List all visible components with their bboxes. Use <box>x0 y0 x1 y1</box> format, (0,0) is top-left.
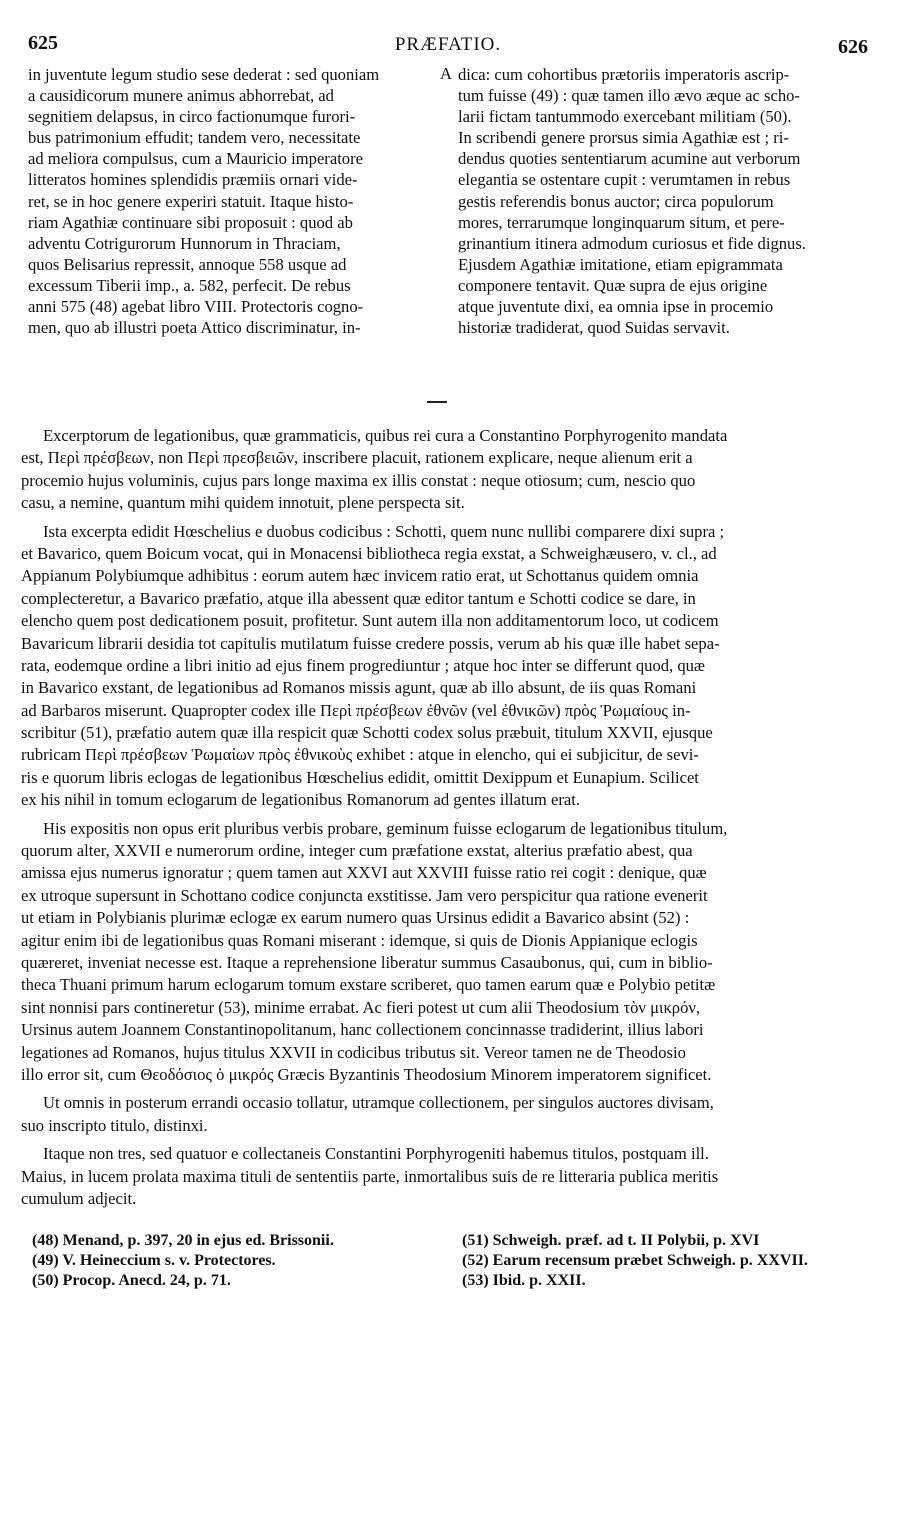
footnote: (53) Ibid. p. XXII. <box>462 1272 586 1289</box>
page-number-right: 626 <box>838 36 868 58</box>
page-number-left: 625 <box>28 32 58 54</box>
footnote: (50) Procop. Anecd. 24, p. 71. <box>32 1272 231 1289</box>
text-line: rata, eodemque ordine a libri initio ad ejus finem progrediuntur ; atque hoc inter se differunt quod, quæ <box>21 655 705 675</box>
footnote: (48) Menand, p. 397, 20 in ejus ed. Brissonii. <box>32 1232 334 1249</box>
text-line: a causidicorum munere animus abhorrebat, ad <box>28 86 334 106</box>
text-line: legationes ad Romanos, hujus titulus XXVII in codicibus tributus sit. Vereor tamen ne de Theodosio <box>21 1042 686 1062</box>
text-line: historiæ tradiderat, quod Suidas servavit. <box>458 318 730 338</box>
text-line: Itaque non tres, sed quatuor e collectaneis Constantini Porphyrogeniti habemus titulos, postquam ill. <box>43 1144 709 1164</box>
text-line: excessum Tiberii imp., a. 582, perfecit. De rebus <box>28 275 351 295</box>
text-line: quos Belisarius repressit, annoque 558 usque ad <box>28 254 347 274</box>
paragraph <box>21 1092 861 1137</box>
text-line: ex utroque supersunt in Schottano codice conjuncta exstitisse. Jam vero perspicitur qua ratione evenerit <box>21 885 708 905</box>
paragraph <box>21 818 861 1087</box>
text-line: elencho quem post dedicationem posuit, profitetur. Sunt autem illa non additamentorum loco, ut codicem <box>21 611 719 631</box>
text-line: Ut omnis in posterum errandi occasio tollatur, utramque collectionem, per singulos auctores divisam, <box>43 1093 714 1113</box>
text-line: ris e quorum libris eclogas de legationibus Hœschelius edidit, omittit Dexippum et Eunapium. Scilicet <box>21 767 699 787</box>
text-line: ut etiam in Polybianis plurimæ eclogæ ex earum numero quas Ursinus edidit a Bavarico absint (52) : <box>21 908 690 928</box>
text-line: suo inscripto titulo, distinxi. <box>21 1115 208 1135</box>
text-line: in Bavarico exstant, de legationibus ad Romanos missis agunt, quæ ab illo absunt, de iis quas Romani <box>21 678 697 698</box>
text-line: His expositis non opus erit pluribus verbis probare, geminum fuisse eclogarum de legationibus titulum, <box>43 818 728 838</box>
text-line: scribitur (51), præfatio autem quæ illa respicit quæ Schotti codex solus præbuit, titulum XXVII, ejusque <box>21 723 713 743</box>
text-line: tum fuisse (49) : quæ tamen illo ævo æque ac scho- <box>458 86 800 106</box>
text-line: Ursinus autem Joannem Constantinopolitanum, hanc collectionem concinnasse tradiderint, illius labori <box>21 1020 704 1040</box>
text-line: procemio hujus voluminis, cujus pars longe maxima ex illis constat : neque otiosum; cum, nescio quo <box>21 470 696 490</box>
page-header <box>28 32 868 62</box>
text-line: sint nonnisi pars contineretur (53), minime errabat. Ac fieri potest ut cum alii Theodosium τὸν μικρόν, <box>21 997 701 1017</box>
text-line: Maius, in lucem prolata maxima tituli de sententiis parte, inmortalibus suis de re litteraria publica meritis <box>21 1166 719 1186</box>
footnote: (52) Earum recensum præbet Schweigh. p. XXVII. <box>462 1252 808 1269</box>
text-line: Ejusdem Agathiæ imitatione, etiam epigrammata <box>458 254 783 274</box>
text-line: atque juventute dixi, ea omnia ipse in procemio <box>458 297 774 317</box>
text-line: Bavaricum librarii desidia tot capitulis mutilatum fuisse credere possis, verum ab his quæ ille habet sepa- <box>21 633 720 653</box>
text-line: dendus quoties sententiarum acumine aut verborum <box>458 149 801 169</box>
body-text <box>21 425 861 1216</box>
text-line: litteratos homines splendidis præmiis ornari vide- <box>28 170 358 190</box>
text-line: quæreret, inveniat necesse est. Itaque a reprehensione liberatur summus Casaubonus, qui, cum in biblio- <box>21 952 713 972</box>
text-line: Ista excerpta edidit Hœschelius e duobus codicibus : Schotti, quem nunc nullibi comparere dixi supra ; <box>43 521 725 541</box>
text-line: dica: cum cohortibus prætoriis imperatoris ascrip- <box>458 65 790 84</box>
margin-letter: A <box>440 64 452 83</box>
text-line: casu, a nemine, quantum mihi quidem innotuit, plene perspecta sit. <box>21 493 465 513</box>
paragraph <box>21 1143 861 1210</box>
text-line: ex his nihil in tomum eclogarum de legationibus Romanorum ad gentes illatum erat. <box>21 790 581 810</box>
text-line: Appianum Polybiumque adhibitus : eorum autem hæc invicem ratio erat, ut Schottanus quidem omnia <box>21 566 699 586</box>
text-line: In scribendi genere prorsus simia Agathiæ est ; ri- <box>458 128 789 148</box>
footnotes-left <box>32 1231 452 1291</box>
footnote: (51) Schweigh. præf. ad t. II Polybii, p. XVI <box>462 1232 760 1249</box>
text-line: mores, terrarumque longinquarum situm, et pere- <box>458 212 785 232</box>
text-line: adventu Cotrigurorum Hunnorum in Thraciam, <box>28 233 341 253</box>
text-line: ad meliora compulsus, cum a Mauricio imperatore <box>28 149 363 169</box>
text-line: Excerptorum de legationibus, quæ grammaticis, quibus rei cura a Constantino Porphyrogenito mandata <box>43 426 728 445</box>
text-line: gestis referendis bonus auctor; circa populorum <box>458 191 774 211</box>
text-line: men, quo ab illustri poeta Attico discriminatur, in- <box>28 318 361 338</box>
text-line: complecteretur, a Bavarico præfatio, atque illa abessent quæ editor tantum e Schotti codice se dare, in <box>21 588 696 608</box>
footnote: (49) V. Heineccium s. v. Protectores. <box>32 1252 276 1269</box>
text-line: bus patrimonium effudit; tandem vero, necessitate <box>28 128 361 148</box>
paragraph <box>21 425 861 515</box>
text-line: ad Barbaros miserunt. Quapropter codex ille Περὶ πρέσβεων ἐθνῶν (vel ἐθνικῶν) πρὸς Ῥωμαίους in- <box>21 700 691 720</box>
text-line: in juventute legum studio sese dederat : sed quoniam <box>28 65 380 84</box>
text-line: riam Agathiæ continuare sibi proposuit : quod ab <box>28 212 353 232</box>
text-line: componere tentavit. Quæ supra de ejus origine <box>458 275 768 295</box>
text-line: illo error sit, cum Θεοδόσιος ὁ μικρός Græcis Byzantinis Theodosium Minorem imperatorem significet. <box>21 1064 712 1084</box>
text-line: elegantia se ostentare cupit : verumtamen in rebus <box>458 170 791 190</box>
text-line: larii fictam tantummodo exercebant militiam (50). <box>458 107 792 127</box>
text-line: anni 575 (48) agebat libro VIII. Protectoris cogno- <box>28 297 364 317</box>
text-line: est, Περὶ πρέσβεων, non Περὶ πρεσβειῶν, inscribere placuit, rationem explicare, neque alienum erit a <box>21 448 693 468</box>
footnotes-right <box>462 1231 882 1291</box>
right-column <box>458 64 868 338</box>
text-line: et Bavarico, quem Boicum vocat, qui in Monacensi bibliotheca regia exstat, a Schweighæusero, v. cl., ad <box>21 543 717 563</box>
section-divider <box>427 401 447 403</box>
text-line: segnitiem delapsus, in circo factionumque furori- <box>28 107 356 127</box>
running-title: PRÆFATIO. <box>394 34 502 55</box>
text-line: grinantium itinera admodum curiosus et fide dignus. <box>458 233 806 253</box>
text-line: rubricam Περὶ πρέσβεων Ῥωμαίων πρὸς ἐθνικοὺς exhibet : atque in elencho, qui ei subjicitur, de sevi- <box>21 745 699 765</box>
text-line: agitur enim ibi de legationibus quas Romani miserant : idemque, si quis de Dionis Appianique eclogis <box>21 930 698 950</box>
text-line: ret, se in hoc genere experiri statuit. Itaque histo- <box>28 191 354 211</box>
paragraph <box>21 521 861 812</box>
text-line: amissa ejus numerus ignoratur ; quem tamen aut XXVI aut XXVIII fuisse ratio rei cogit : denique, quæ <box>21 863 707 883</box>
left-column <box>28 64 438 338</box>
text-line: quorum alter, XXVII e numerorum ordine, integer cum præfatione exstat, alterius præfatio abest, qua <box>21 841 693 861</box>
text-line: cumulum adjecit. <box>21 1188 137 1208</box>
text-line: theca Thuani primum harum eclogarum tomum exstare scriberet, quo tamen earum quæ e Polybio petitæ <box>21 975 716 995</box>
